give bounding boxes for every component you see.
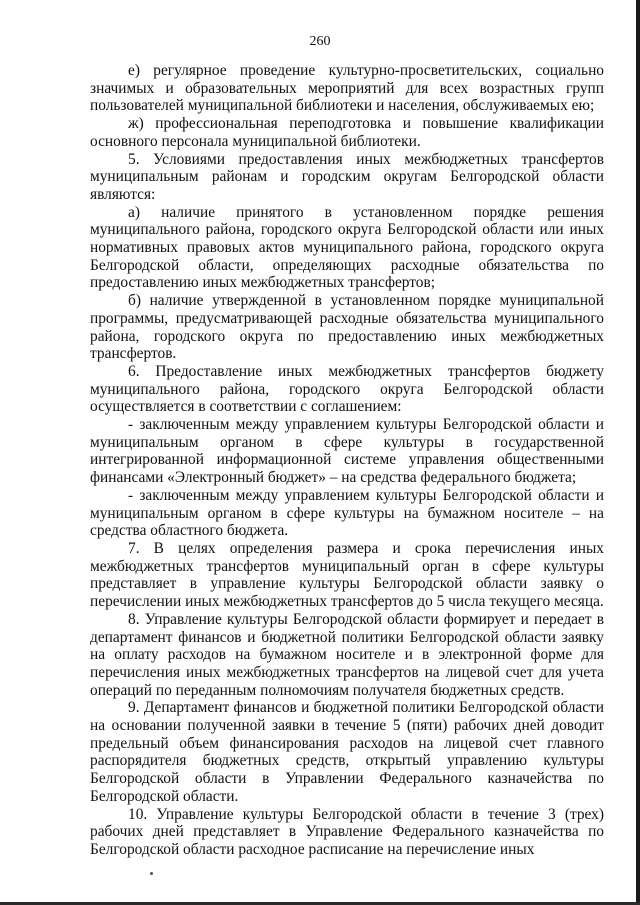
scan-speck [150, 872, 153, 875]
paragraph: 10. Управление культуры Белгородской области в течение 3 (трех) рабочих дней представляет в Управление Федерального казначейства по Белгородской области расходное расписание на перечисление иных [90, 805, 604, 858]
paragraph: б) наличие утвержденной в установленном порядке муниципальной программы, предусматривающей расходные обязательства муниципального района, городского округа по предоставлению иных межбюджетных трансфертов. [90, 292, 604, 363]
paragraph: 6. Предоставление иных межбюджетных трансфертов бюджету муниципального района, городского округа Белгородской области осуществляется в соответствии с соглашением: [90, 362, 604, 416]
paragraph: е) регулярное проведение культурно-просветительских, социально значимых и образовательных мероприятий для всех возрастных групп пользователей муниципальной библиотеки и населения, обслуживаемых ею; [90, 62, 604, 115]
paragraph: 5. Условиями предоставления иных межбюджетных трансфертов муниципальным районам и городским округам Белгородской области являются: [90, 150, 604, 203]
scan-edge [636, 0, 640, 905]
paragraph: 9. Департамент финансов и бюджетной политики Белгородской области на основании полученной заявки в течение 5 (пяти) рабочих дней доводит предельный объем финансирования расходов на лицевой счет главного распорядителя бюджетных средств, открытый управлению культуры Белгородской области в Управлении Федерального казначейства по Белгородской области. [90, 699, 604, 805]
paragraph: - заключенным между управлением культуры Белгородской области и муниципальным органом в сфере культуры в государственной интегрированной информационной системе управления общественными финансами «Электронный бюджет» – на средства федерального бюджета; [90, 416, 604, 487]
paragraph: 8. Управление культуры Белгородской области формирует и передает в департамент финансов и бюджетной политики Белгородской области заявку на оплату расходов на бумажном носителе и в электронной форме для перечисления иных межбюджетных трансфертов на лицевой счет для учета операций по переданным полномочиям получателя бюджетных средств. [90, 610, 604, 699]
paragraph: 7. В целях определения размера и срока перечисления иных межбюджетных трансфертов муниципальный орган в сфере культуры представляет в управление культуры Белгородской области заявку о перечислении иных межбюджетных трансфертов до 5 числа текущего месяца. [90, 539, 604, 611]
document-body [90, 62, 604, 859]
paragraph: а) наличие принятого в установленном порядке решения муниципального района, городского округа Белгородской области или иных нормативных правовых актов муниципального района, городского округа Белгородской области, определяющих расходные обязательства по предоставлению иных межбюджетных трансфертов; [90, 203, 604, 292]
page-number: 260 [309, 34, 331, 49]
paragraph: ж) профессиональная переподготовка и повышение квалификации основного персонала муниципальной библиотеки. [90, 115, 604, 150]
paragraph: - заключенным между управлением культуры Белгородской области и муниципальным органом в сфере культуры на бумажном носителе – на средства областного бюджета. [90, 486, 604, 540]
